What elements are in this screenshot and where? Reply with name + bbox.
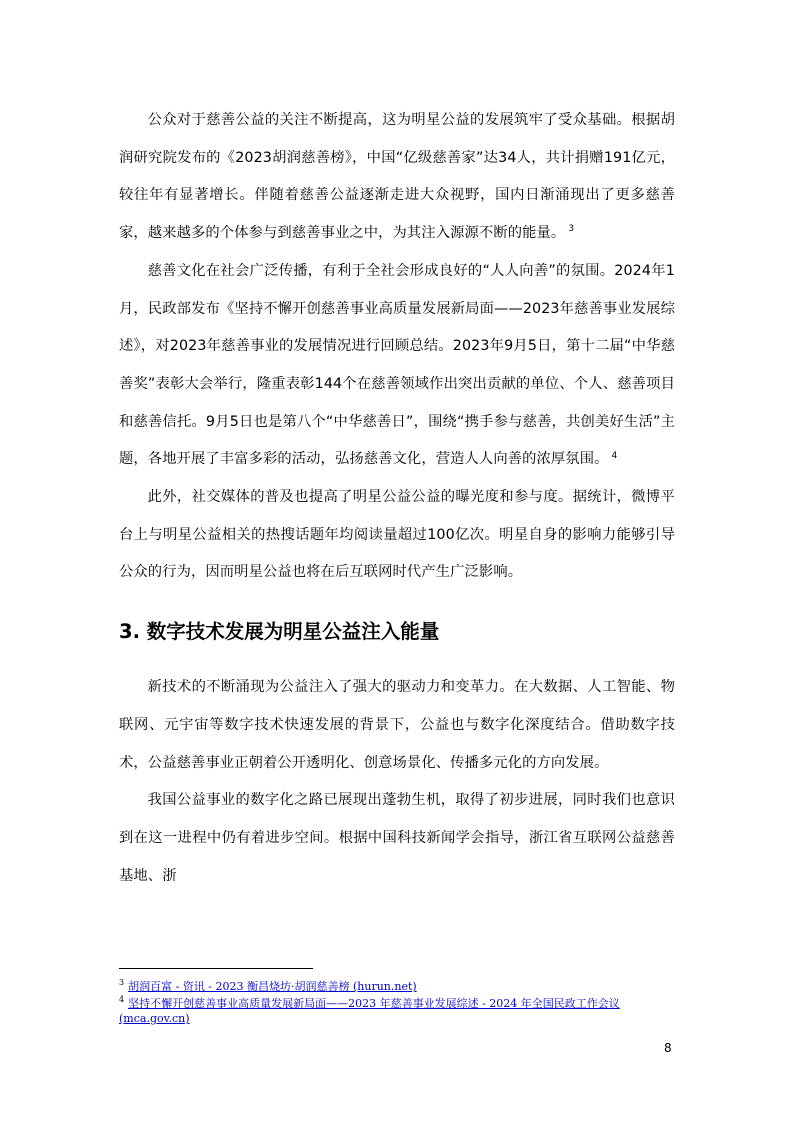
footnote-divider	[119, 968, 313, 969]
footnote-3	[119, 979, 675, 994]
paragraph-new-technology: 新技术的不断涌现为公益注入了强大的驱动力和变革力。在大数据、人工智能、物联网、元宇宙等数字技术快速发展的背景下，公益也与数字化深度结合。借助数字技术，公益慈善事业正朝着公开透明化、创意场景化、传播多元化的方向发展。	[119, 679, 675, 771]
footnote-number: 4	[119, 995, 125, 1005]
page-number: 8	[664, 1041, 672, 1055]
footnote-ref-4[interactable]: 4	[611, 450, 618, 461]
footnote-4	[119, 996, 675, 1026]
paragraph-charity-culture: 慈善文化在社会广泛传播，有利于全社会形成良好的“人人向善”的氛围。2024年1月，民政部发布《坚持不懈开创慈善事业高质量发展新局面——2023年慈善事业发展综述》，对2023年慈善事业的发展情况进行回顾总结。2023年9月5日，第十二届“中华慈善奖”表彰大会举行，隆重表彰144个在慈善领域作出突出贡献的单位、个人、慈善项目和慈善信托。9月5日也是第八个“中华慈善日”，围绕“携手参与慈善，共创美好生活”主题，各地开展了丰富多彩的活动，弘扬慈善文化，营造人人向善的浓厚氛围。 $^4$	[119, 262, 675, 468]
footnotes	[119, 968, 675, 1028]
footnote-link-hurun[interactable]: 胡润百富 - 资讯 - 2023 衡昌烧坊·胡润慈善榜 (hurun.net)	[128, 980, 417, 993]
body-text	[119, 102, 675, 895]
section-heading: 3. 数字技术发展为明星公益注入能量	[119, 620, 440, 644]
paragraph-social-media: 此外，社交媒体的普及也提高了明星公益公益的曝光度和参与度。据统计，微博平台上与明星公益相关的热搜话题年均阅读量超过100亿次。明星自身的影响力能够引导公众的行为，因而明星公益也将在后互联网时代产生广泛影响。	[119, 489, 675, 581]
footnote-link-mca[interactable]: 坚持不懈开创慈善事业高质量发展新局面——2023 年慈善事业发展综述 - 2024 年全国民政工作会议 (mca.gov.cn)	[119, 997, 620, 1025]
paragraph-digitalization: 我国公益事业的数字化之路已展现出蓬勃生机，取得了初步进展，同时我们也意识到在这一进程中仍有着进步空间。根据中国科技新闻学会指导，浙江省互联网公益慈善基地、浙	[119, 792, 675, 884]
paragraph-public-attention: 公众对于慈善公益的关注不断提高，这为明星公益的发展筑牢了受众基础。根据胡润研究院发布的《2023胡润慈善榜》，中国“亿级慈善家”达34人，共计捐赠191亿元，较往年有显著增长。伴随着慈善公益逐渐走进大众视野，国内日渐涌现出了更多慈善家，越来越多的个体参与到慈善事业之中，为其注入源源不断的能量。 $^3$	[119, 112, 675, 242]
footnote-ref-3[interactable]: 3	[568, 224, 575, 235]
footnote-number: 3	[119, 978, 125, 988]
